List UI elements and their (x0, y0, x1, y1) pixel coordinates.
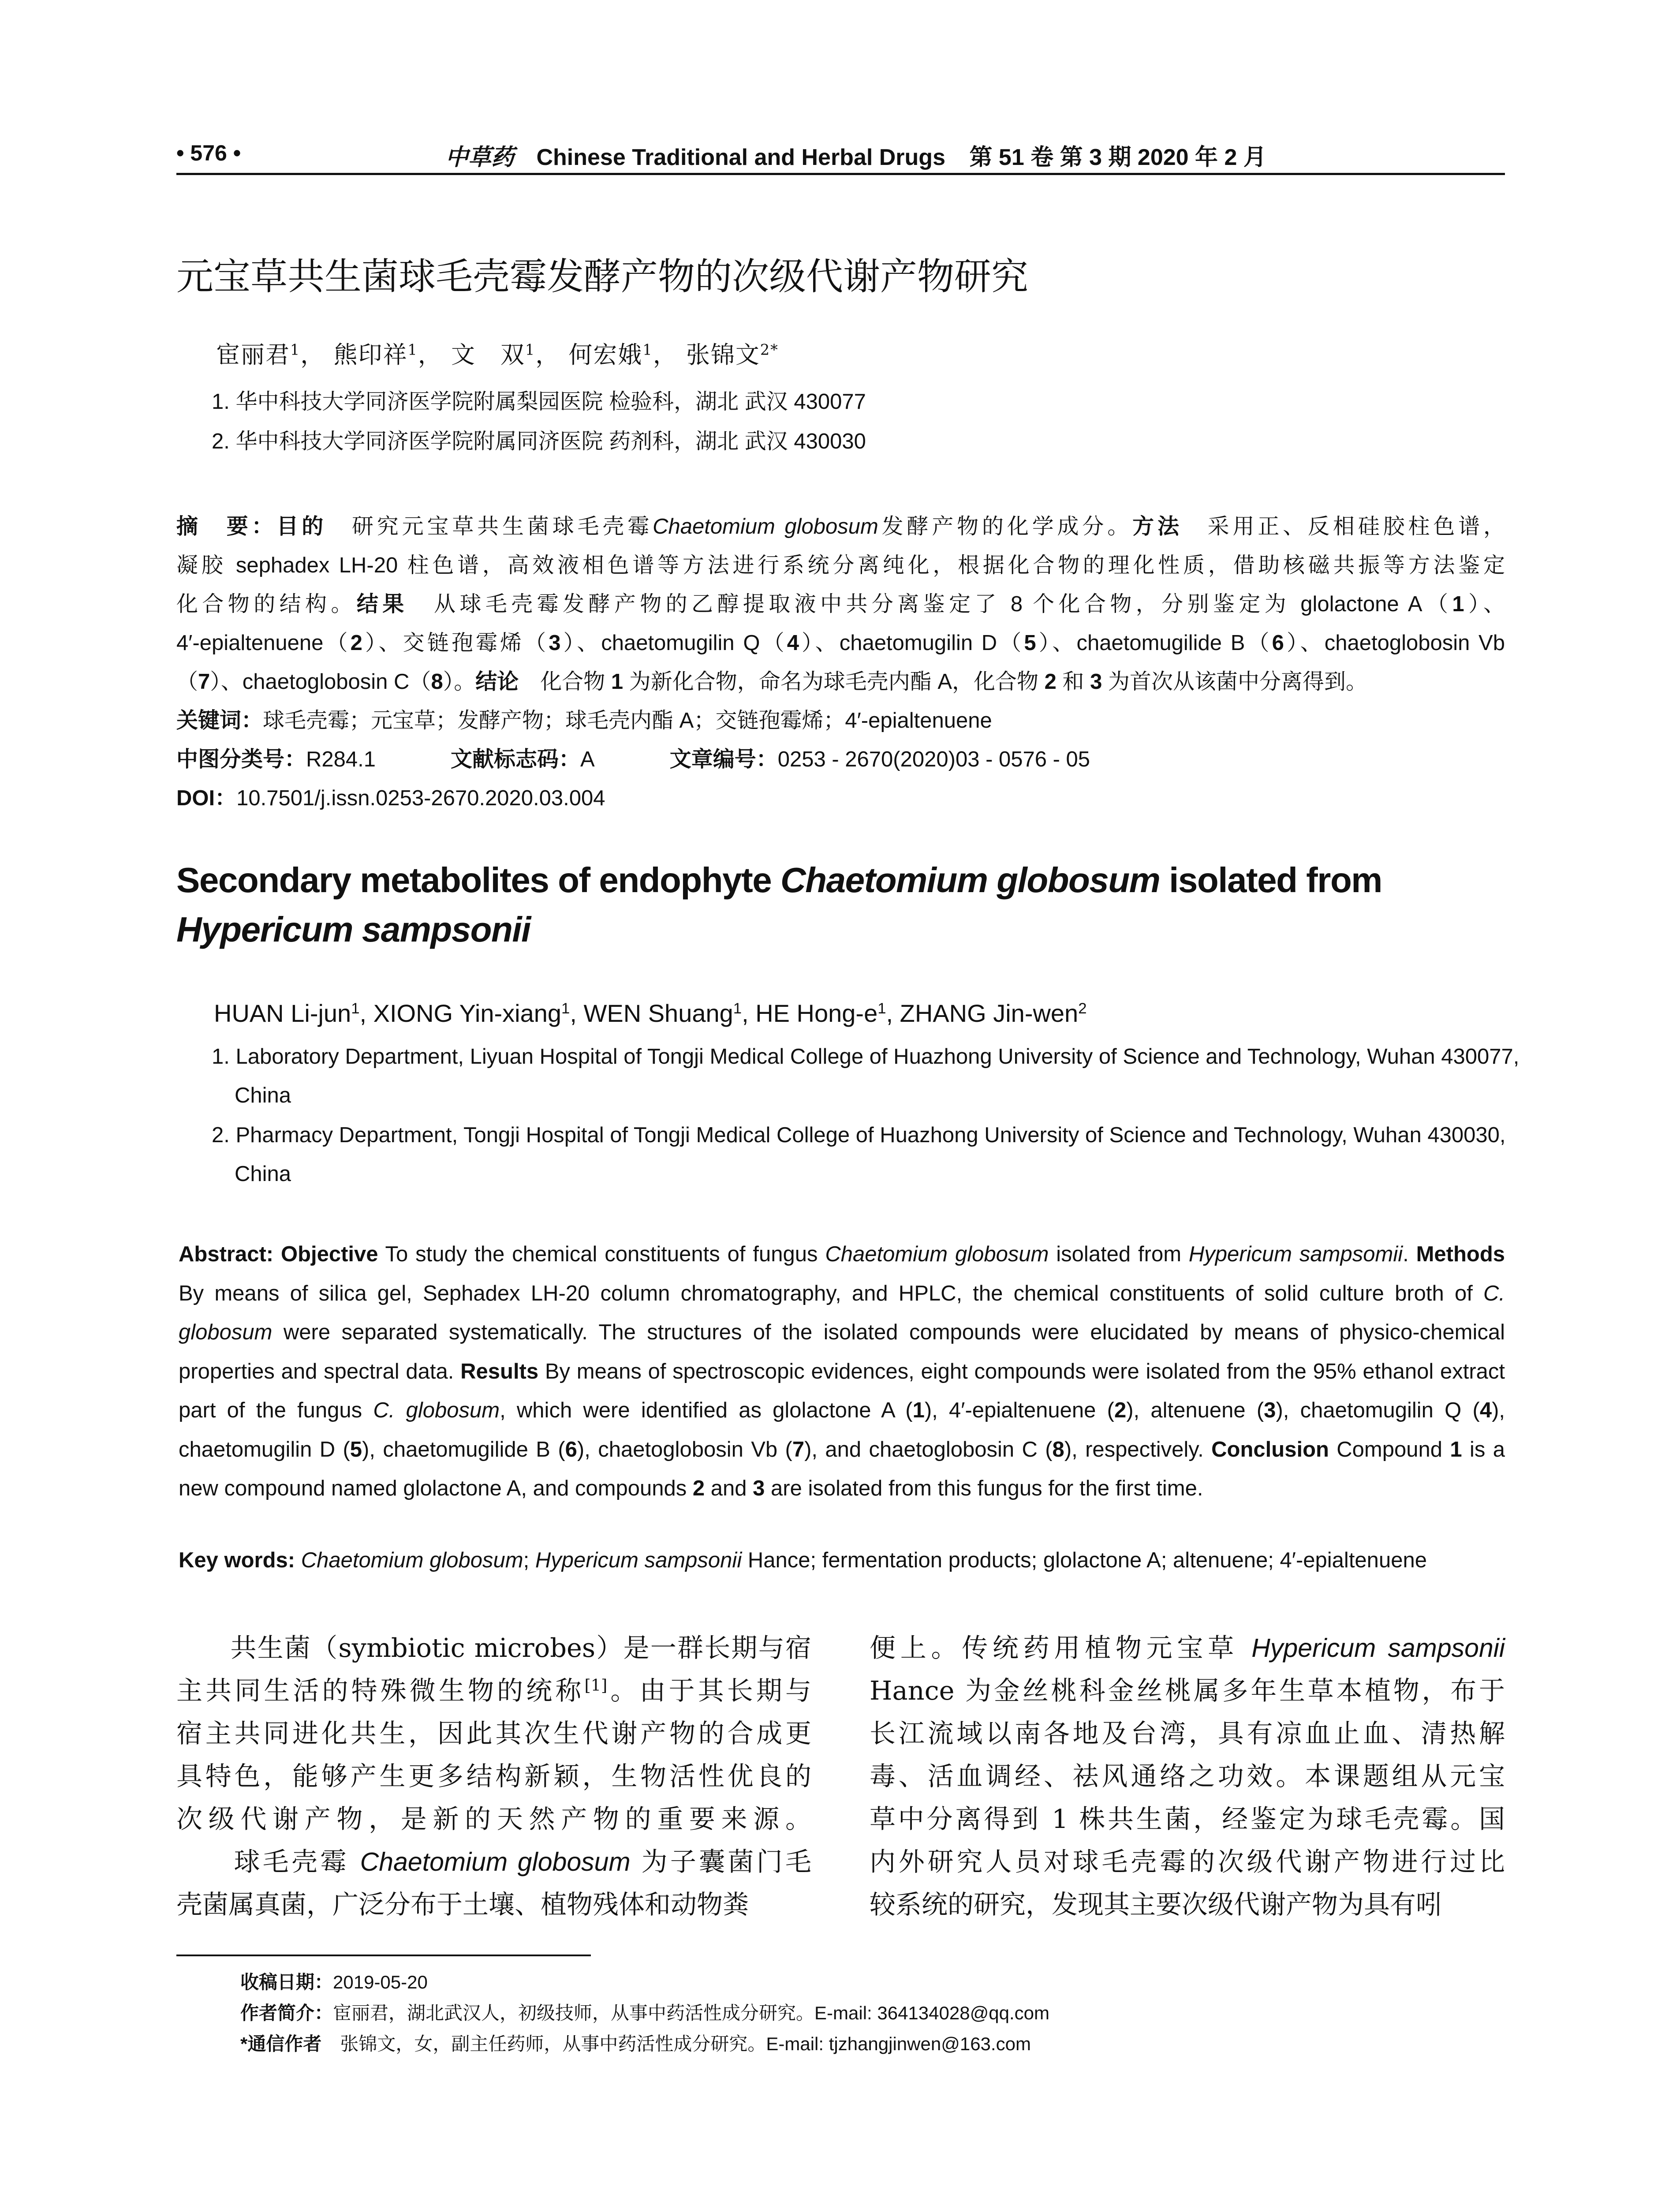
en-author: HE Hong-$e^1$ (755, 999, 886, 1027)
text-run: ), 4′-epialtenuene ( (924, 1398, 1114, 1422)
en-abstract (179, 1235, 1505, 1508)
text-run: 宿主共同进化共生，因此其次生代谢产物的合成更 (176, 1718, 811, 1749)
header-rule (176, 173, 1505, 175)
body-line (870, 1840, 1505, 1883)
text-run: ）、交链孢霉烯（ (362, 631, 549, 655)
journal-logo: 中草药 (445, 144, 515, 171)
text-run: 2 (1044, 670, 1057, 694)
footnote-received: 收稿日期：2019-05-20 (240, 1972, 428, 1992)
text-run: is a new compound named glolactone A, and compounds (179, 1437, 1505, 1500)
page-number: • 576 • (176, 141, 241, 165)
cn-abstract-line-4 (176, 624, 1505, 662)
text-run: 共生菌（symbiotic microbes）是一群长期与宿 (176, 1633, 811, 1663)
body-line (176, 1669, 811, 1712)
text-run: Methods (1416, 1242, 1505, 1266)
text-run: 1 (912, 1398, 925, 1422)
cn-affiliation: 1. 华中科技大学同济医学院附属梨园医院 检验科，湖北 武汉 430077 (212, 390, 866, 414)
cn-author: 宦丽君$^1$ (216, 341, 301, 369)
text-run: 。由于其长期与 (607, 1675, 811, 1706)
body-line (176, 1883, 811, 1926)
body-line (870, 1626, 1505, 1669)
text-run: Chaetomium globosum (301, 1548, 523, 1572)
text-run: are isolated from this fungus for the first time. (765, 1476, 1203, 1500)
text-run: ), chaetomugilin D ( (179, 1398, 1505, 1461)
cn-author: 张锦文$^{2*}$ (686, 341, 779, 369)
text-run: 结论 (475, 670, 519, 694)
body-line (176, 1840, 811, 1883)
text-run: 4 (1479, 1398, 1492, 1422)
journal-name: Chinese Traditional and Herbal Drugs (536, 145, 945, 170)
text-run: were separated systematically. The structures of the isolated compounds were elucidated by means of physico-chemical properties and spectral data. (179, 1320, 1505, 1383)
text-run: By means of spectroscopic evidences, eight compounds were isolated from the 95% ethanol extract part of the fungus (179, 1359, 1505, 1422)
en-authors: HUAN Li-jun$^1$, XIONG Yin-xiang$^1$, WEN Shuang$^1$, HE Hong-$e^1$, ZHANG Jin-wen$^2$ (214, 999, 1087, 1027)
cn-author: 文 双$^1$ (451, 341, 536, 369)
text-run: 主共同生活的特殊微生物的统称 (176, 1675, 585, 1706)
body-line (870, 1883, 1505, 1926)
en-keywords (179, 1548, 1427, 1573)
text-run: 较系统的研究，发现其主要次级代谢产物为具有吲 (870, 1889, 1442, 1920)
en-author: XIONG Yin-xiang$^1$ (373, 999, 570, 1027)
footnote-rule (176, 1955, 591, 1956)
text-run: ）。 (443, 670, 476, 694)
body-column-left (176, 1626, 811, 1926)
text-run: Compound (1329, 1437, 1450, 1461)
text-run: To study the chemical constituents of fungus (378, 1242, 825, 1266)
text-run: 7 (792, 1437, 805, 1461)
text-run: ）、chaetomugilin D（ (799, 631, 1024, 655)
text-run: 3 (753, 1476, 765, 1500)
text-run: 3 (1090, 670, 1102, 694)
en-affiliation: 2. Pharmacy Department, Tongji Hospital of Tongji Medical College of Huazhong University of Science and Technology, Wuhan 430030, China (212, 1123, 1506, 1186)
text-run: ）、chaetomugilin Q（ (560, 631, 787, 655)
text-run: 1 (611, 670, 623, 694)
cn-keywords: 关键词：球毛壳霉；元宝草；发酵产物；球毛壳内酯 A；交链孢霉烯；4′-epialtenuene (176, 709, 992, 733)
text-run: Abstract: Objective (179, 1242, 378, 1266)
cn-doi: DOI：10.7501/j.issn.0253-2670.2020.03.004 (176, 786, 605, 810)
en-affiliation: 1. Laboratory Department, Liyuan Hospital of Tongji Medical College of Huazhong University of Science and Technology, Wuhan 430077, China (212, 1045, 1519, 1107)
text-run: 化合物 (519, 670, 611, 694)
text-run: 1 (1450, 1437, 1462, 1461)
text-run: Results (460, 1359, 539, 1383)
text-run: 2 (692, 1476, 705, 1500)
text-run: ), chaetomugilide B ( (362, 1437, 565, 1461)
text-run: Conclusion (1211, 1437, 1329, 1461)
text-run: ), and chaetoglobosin C ( (804, 1437, 1053, 1461)
body-line (870, 1798, 1505, 1840)
text-run: [1] (584, 1675, 608, 1695)
text-run: Hance; fermentation products; glolactone A; altenuene; 4′-epialtenuene (742, 1548, 1427, 1572)
body-line (176, 1626, 811, 1669)
en-author: ZHANG Jin-wen$^2$ (900, 999, 1087, 1027)
text-run: By means of silica gel, Sephadex LH-20 column chromatography, and HPLC, the chemical constituents of solid culture broth of (179, 1281, 1483, 1305)
text-run: ), altenuene ( (1126, 1398, 1264, 1422)
text-run: 7 (198, 670, 210, 694)
text-run: 5 (350, 1437, 362, 1461)
text-run: ）、chaetomugilide B（ (1036, 631, 1272, 655)
cn-abstract-line-5 (176, 662, 1505, 701)
text-run: 便上。传统药用植物元宝草 (870, 1633, 1252, 1663)
text-run: 为子囊菌门毛 (630, 1846, 811, 1877)
text-run: Hypericum sampsonii (535, 1548, 742, 1572)
text-run: isolated from (1049, 1242, 1189, 1266)
text-run: 2 (1114, 1398, 1127, 1422)
text-run: Chaetomium globosum (825, 1242, 1049, 1266)
text-run: 4′-epialtenuene（ (176, 631, 351, 655)
running-header (445, 138, 1266, 172)
text-run: 3 (549, 631, 561, 655)
cn-affiliation: 2. 华中科技大学同济医学院附属同济医院 药剂科，湖北 武汉 430030 (212, 430, 866, 453)
text-run: 6 (1272, 631, 1284, 655)
text-run: 具特色，能够产生更多结构新颖，生物活性优良的 (176, 1761, 811, 1791)
cn-author: 熊印祥$^1$ (333, 341, 418, 369)
footnote-corresponding: *通信作者 张锦文，女，副主任药师，从事中药活性成分研究。E-mail: tjzhangjinwen@163.com (240, 2033, 1031, 2054)
text-run: 球毛壳霉 (176, 1846, 360, 1877)
cn-authors: 宦丽君$^1$， 熊印祥$^1$， 文 双$^1$， 何宏娥$^1$， 张锦文$^{2*}$ (216, 341, 779, 369)
text-run: 内外研究人员对球毛壳霉的次级代谢产物进行过比 (870, 1846, 1505, 1877)
text-run: ）、chaetoglobosin Vb (1284, 631, 1505, 655)
text-run: 3 (1264, 1398, 1276, 1422)
text-run: 8 (431, 670, 443, 694)
text-run: ), respectively. (1064, 1437, 1212, 1461)
text-run: 2 (350, 631, 362, 655)
journal-issue: 第 51 卷 第 3 期 2020 年 2 月 (969, 145, 1266, 170)
cn-classification: 中图分类号：R284.1 文献标志码：A 文章编号：0253 - 2670(2020)03 - 0576 - 05 (176, 747, 1090, 771)
text-run: ), chaetomugilin Q ( (1276, 1398, 1480, 1422)
text-run: 4 (787, 631, 799, 655)
text-run: , which were identified as glolactone A ( (500, 1398, 913, 1422)
text-run: Hance 为金丝桃科金丝桃属多年生草本植物，布于 (870, 1675, 1505, 1706)
text-run: Hypericum sampsonii (1251, 1633, 1505, 1663)
text-run: C. globosum (373, 1398, 500, 1422)
text-run: ）、chaetoglobosin C（ (210, 670, 431, 694)
en-author: HUAN Li-jun$^1$ (214, 999, 360, 1027)
text-run: 长江流域以南各地及台湾，具有凉血止血、清热解 (870, 1718, 1505, 1749)
footnote-author-bio: 作者简介：宦丽君，湖北武汉人，初级技师，从事中药活性成分研究。E-mail: 364134028@qq.com (240, 2003, 1049, 2023)
text-run: 为首次从该菌中分离得到。 (1102, 670, 1368, 694)
body-line (870, 1712, 1505, 1755)
cn-abstract-line-1: 摘 要：目的 研究元宝草共生菌球毛壳霉Chaetomium globosum发酵产物的化学成分。方法 采用正、反相硅胶柱色谱， (176, 515, 1505, 538)
text-run: 毒、活血调经、祛风通络之功效。本课题组从元宝 (870, 1761, 1505, 1791)
text-run: Hypericum sampsomii (1188, 1242, 1403, 1266)
text-run: ), chaetoglobosin Vb ( (577, 1437, 792, 1461)
text-run: and (705, 1476, 753, 1500)
body-line (870, 1669, 1505, 1712)
en-author: WEN Shuang$^1$ (583, 999, 742, 1027)
en-title: Secondary metabolites of endophyte Chaetomium globosum isolated from Hypericum sampsonii (176, 860, 1382, 949)
cn-author: 何宏娥$^1$ (568, 341, 653, 369)
text-run: 为新化合物，命名为球毛壳内酯 A，化合物 (623, 670, 1045, 694)
text-run: 壳菌属真菌，广泛分布于土壤、植物残体和动物粪 (176, 1889, 749, 1920)
body-line (176, 1755, 811, 1798)
text-run: 8 (1052, 1437, 1064, 1461)
cn-abstract-line-3: 化合物的结构。结果 从球毛壳霉发酵产物的乙醇提取液中共分离鉴定了 8 个化合物，分别鉴定为 glolactone A（1）、 (176, 592, 1505, 616)
text-run: 和 (1056, 670, 1090, 694)
body-line (870, 1755, 1505, 1798)
text-run: Chaetomium globosum (360, 1847, 631, 1876)
text-run: C. globosum (179, 1281, 1505, 1344)
text-run: Key words: (179, 1548, 301, 1572)
cn-title: 元宝草共生菌球毛壳霉发酵产物的次级代谢产物研究 (176, 255, 1029, 298)
text-run: 6 (565, 1437, 577, 1461)
text-run: ; (523, 1548, 535, 1572)
text-run: （ (176, 670, 198, 694)
text-run: . (1403, 1242, 1416, 1266)
body-line (176, 1712, 811, 1755)
body-line (176, 1798, 811, 1840)
text-run: 次级代谢产物，是新的天然产物的重要来源。 (176, 1804, 811, 1834)
text-run: 草中分离得到 1 株共生菌，经鉴定为球毛壳霉。国 (870, 1804, 1505, 1834)
text-run: 5 (1024, 631, 1036, 655)
body-column-right (870, 1626, 1505, 1926)
cn-abstract-line-2: 凝胶 sephadex LH-20 柱色谱，高效液相色谱等方法进行系统分离纯化，根据化合物的理化性质，借助核磁共振等方法鉴定 (176, 553, 1505, 577)
